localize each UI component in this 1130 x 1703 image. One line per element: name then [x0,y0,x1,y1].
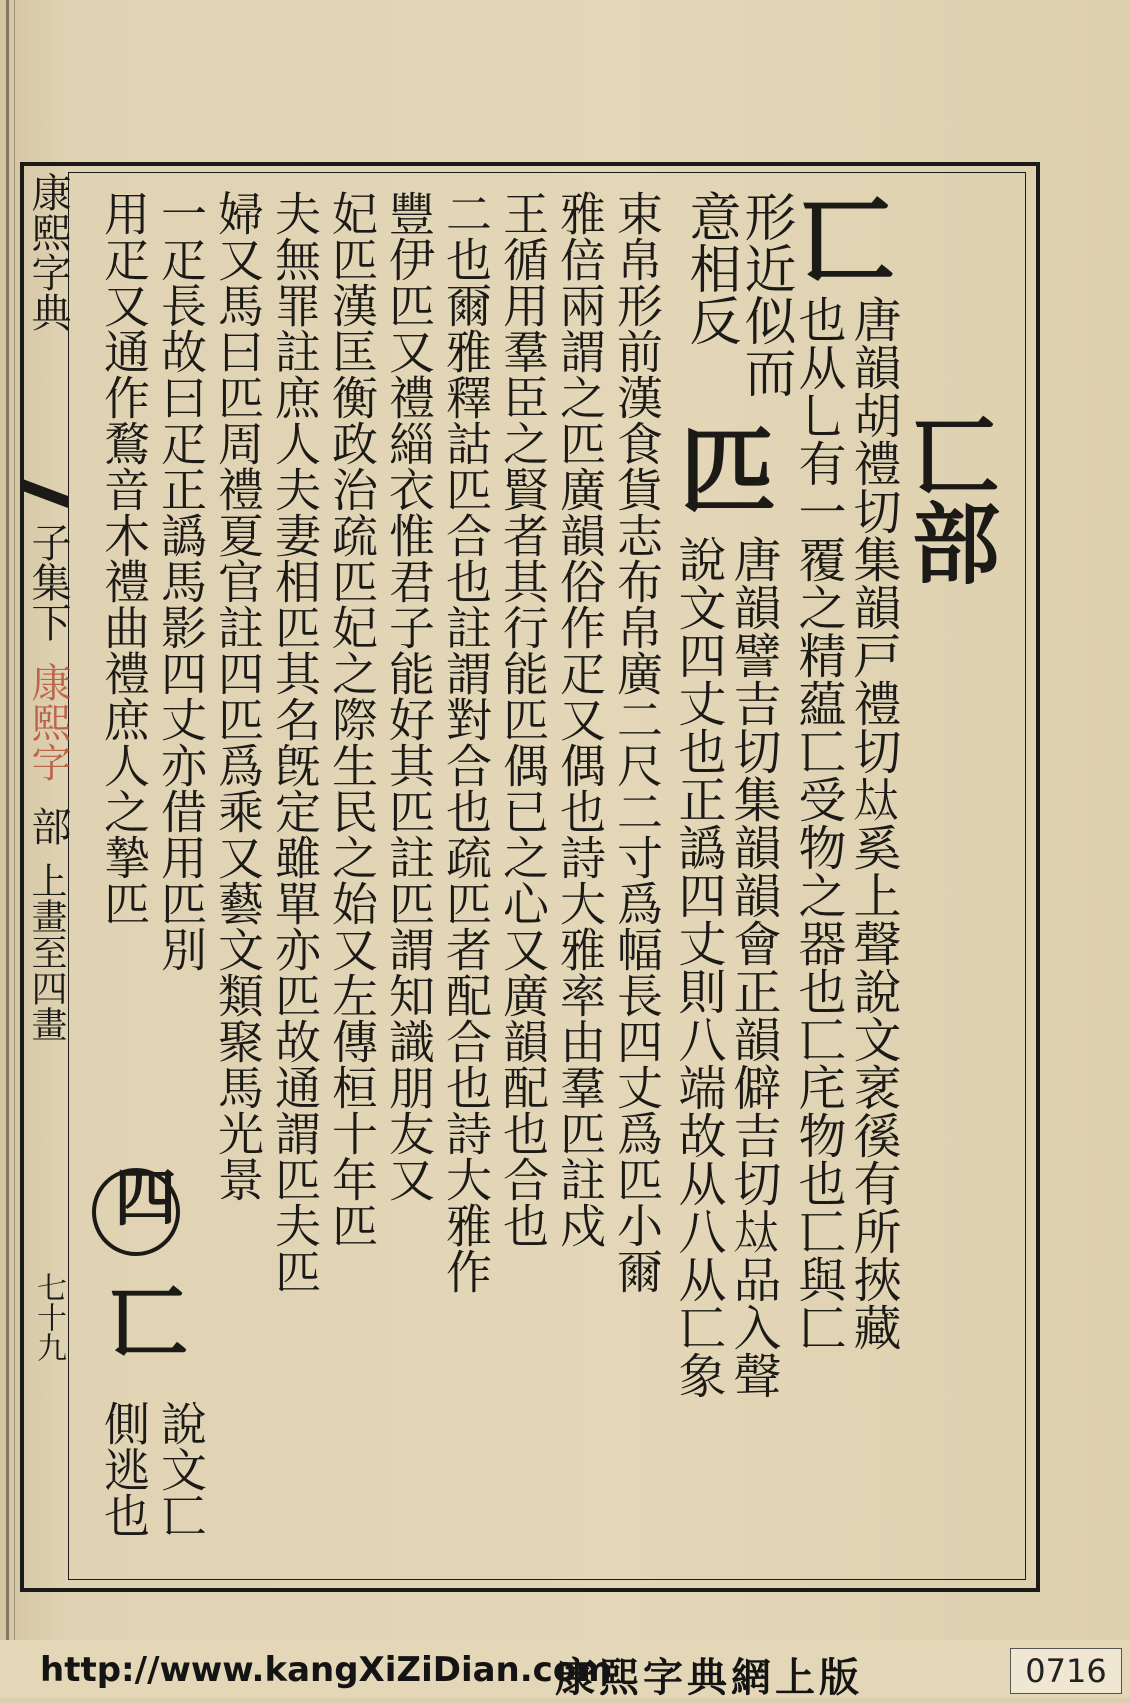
margin-section: 子集下 [25,522,71,642]
entry-column-16: 用疋又通作鶩音木禮曲禮庶人之摯匹 [97,190,151,926]
page-code-badge: 0716 [1010,1648,1122,1694]
entry-column-15-tail: 說文匸 [154,1400,208,1538]
margin-book-title: 康熙字典 [25,172,71,332]
margin-watermark: 康熙字 [25,662,71,782]
stroke-count-label: 四 [104,1165,177,1227]
entry-head-char-3: 匸 [95,1280,189,1360]
entry-column-2: 也从乚有一覆之精藴匸受物之器也匸㡯物也匸與匚 [790,295,846,1351]
margin-radical: 部 [25,806,71,846]
entry-column-3: 形近似而 [735,190,795,398]
margin-stroke-range: 上畫至四畫 [26,862,67,1042]
entry-column-14: 婦又馬曰匹周禮夏官註四匹爲乘又藝文類聚馬光景 [211,190,265,1202]
entry-column-12: 妃匹漢匡衡政治疏匹妃之際生民之始又左傳桓十年匹 [325,190,379,1248]
entry-column-9: 王循用羣臣之賢者其行能匹偶已之心又廣韻配也合也 [496,190,550,1248]
margin-column [20,162,71,1592]
entry-column-13: 夫無罪註庶人夫妻相匹其名旣定雖單亦匹故通謂匹夫匹 [268,190,322,1294]
entry-column-16-tail: 側逃也 [97,1400,151,1538]
entry-column-5: 唐韻譬吉切集韻韻會正韻僻吉切𡘋品入聲 [725,535,781,1399]
entry-head-char-pi: 匹 [664,420,777,516]
entry-column-8: 雅倍兩謂之匹廣韻俗作疋又偶也詩大雅率由羣匹註戍 [553,190,607,1248]
entry-column-11: 豐伊匹又禮緇衣惟君子能好其匹註匹謂知識朋友又 [382,190,436,1202]
entry-column-7: 束帛形前漢食貨志布帛廣二尺二寸爲幅長四丈爲匹小爾 [610,190,664,1294]
entry-column-6: 說文四丈也正譌四丈則八端故从八从匸象 [670,535,726,1399]
radical-title: 匸部 [898,410,1002,586]
margin-page-number: 七十九 [31,1272,66,1362]
entry-column-1: 唐韻胡禮切集韻戸禮切𡘋奚上聲說文衺徯有所挾藏 [845,295,901,1351]
entry-column-15: 一疋長故曰疋正譌馬影四丈亦借用匹別 [154,190,208,972]
spine-line-inner [14,0,15,1640]
entry-column-10: 二也爾雅釋詁匹合也註謂對合也疏匹者配合也詩大雅作 [439,190,493,1294]
entry-head-char: 匸 [784,190,897,286]
site-name: 康熙字典網上版 [555,1654,863,1701]
entry-column-4: 意相反 [680,190,740,346]
margin-fishtail [20,478,68,508]
spine-line [6,0,9,1640]
site-url-link[interactable]: http://www.kangXiZiDian.com [40,1650,612,1690]
